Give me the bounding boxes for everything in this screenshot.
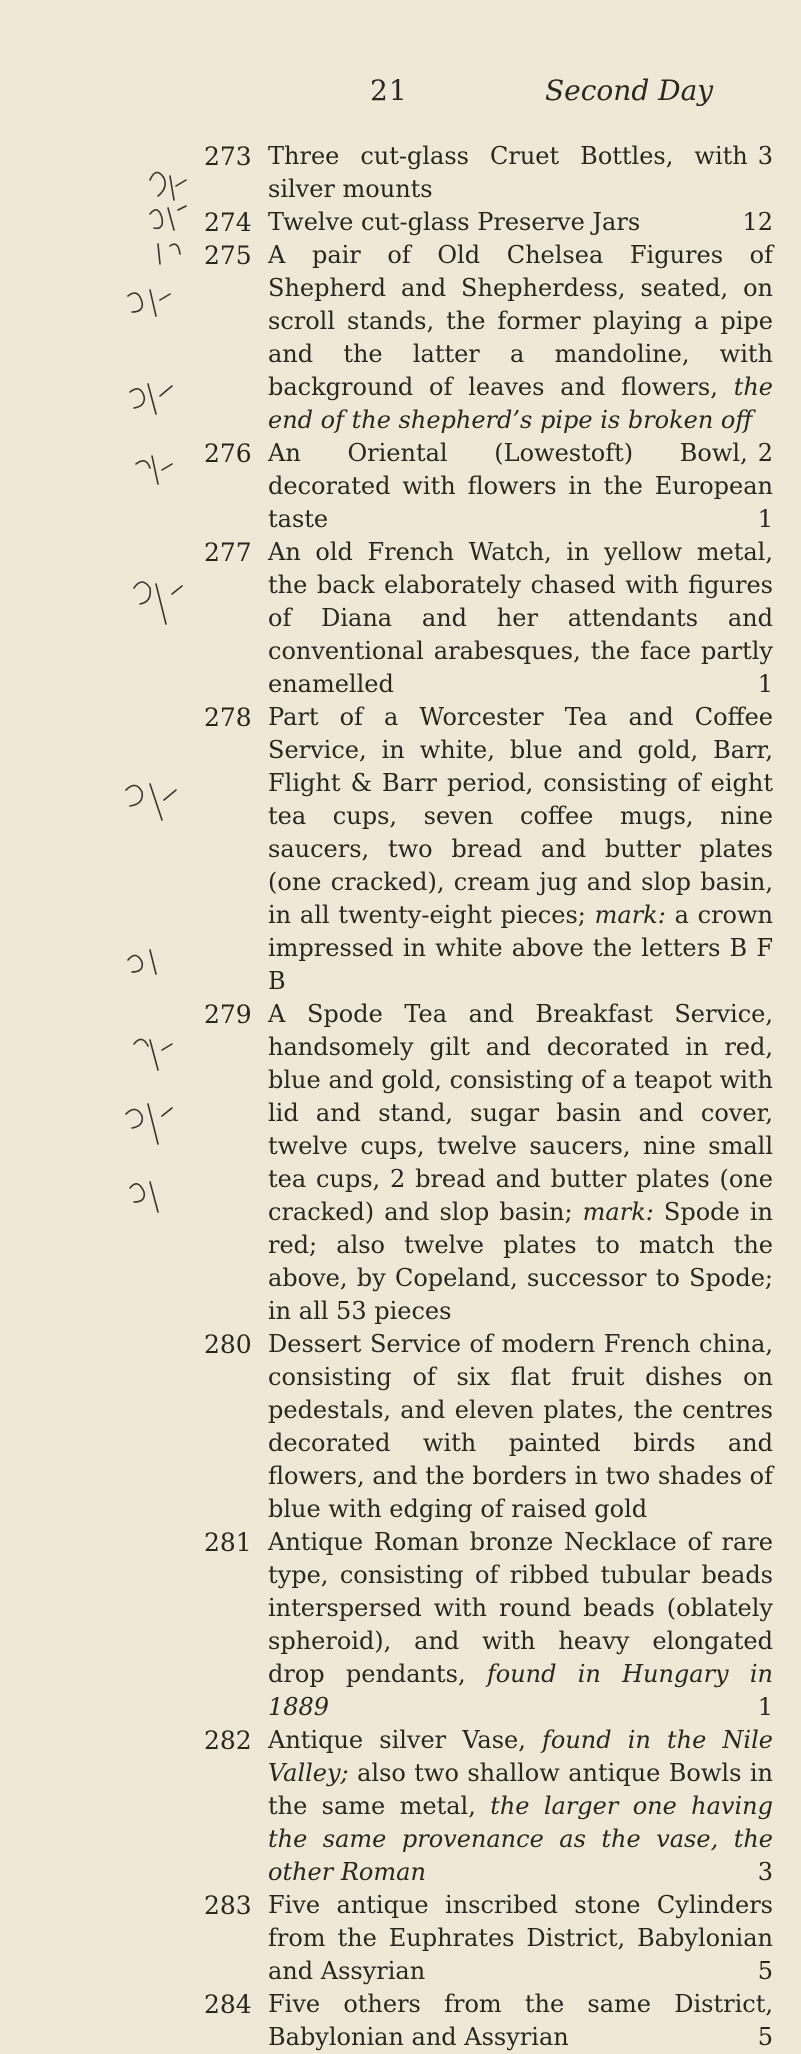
page-header xyxy=(0,74,801,114)
lot-description xyxy=(268,206,773,239)
lot-quantity: 3 xyxy=(757,142,773,170)
lot-description xyxy=(268,437,773,536)
lot-item xyxy=(0,1328,801,1526)
lot-description xyxy=(268,1328,773,1526)
lot-text-after: Spode in red; also twelve plates to match the above, by Copeland, successor to Spode; in all 53 pieces xyxy=(268,1198,773,1325)
lot-number: 281 xyxy=(204,1528,252,1557)
lot-item xyxy=(0,140,801,206)
lot-mark-label: mark: xyxy=(582,1198,654,1226)
lot-item xyxy=(0,1988,801,2054)
lot-description xyxy=(268,1526,773,1724)
lot-list xyxy=(0,140,801,2054)
lot-text: An old French Watch, in yellow metal, the back elaborately chased with figures of Diana and her attendants and conventional arabesques, the face partly enamelled xyxy=(268,538,773,698)
lot-text-after: a crown impressed in white above the letters B F B xyxy=(268,901,773,995)
lot-quantity: 1 xyxy=(757,1693,773,1721)
lot-quantity: 1 xyxy=(757,670,773,698)
lot-quantity: 2 xyxy=(757,439,773,467)
lot-number: 277 xyxy=(204,538,252,567)
lot-note: found in the Nile Valley; xyxy=(268,1726,773,1787)
lot-description xyxy=(268,536,773,701)
lot-description xyxy=(268,239,773,467)
lot-item xyxy=(0,437,801,536)
lot-item xyxy=(0,1889,801,1988)
lot-description xyxy=(268,701,773,998)
lot-description xyxy=(268,1988,773,2054)
lot-note: found in Hungary in 1889 xyxy=(268,1660,773,1721)
lot-number: 278 xyxy=(204,703,252,732)
lot-item xyxy=(0,536,801,701)
lot-text: A Spode Tea and Breakfast Service, handsomely gilt and decorated in red, blue and gold, consisting of a teapot with lid and stand, sugar basin and cover, twelve cups, twelve saucers, nine small tea cups, 2 bread and butter plates (one cracked) and slop basin; xyxy=(268,1000,773,1226)
lot-note: the end of the shepherd’s pipe is broken off xyxy=(268,373,773,434)
lot-item xyxy=(0,998,801,1328)
page-number: 21 xyxy=(370,74,408,107)
lot-text: An Oriental (Lowestoft) Bowl, decorated with flowers in the European taste xyxy=(268,439,773,533)
lot-note-2: the larger one having the same provenance as the vase, the other Roman xyxy=(268,1792,773,1886)
lot-text: Twelve cut-glass Preserve Jars xyxy=(268,208,641,236)
lot-text: Antique silver Vase, xyxy=(268,1726,526,1754)
lot-number: 282 xyxy=(204,1726,252,1755)
lot-description xyxy=(268,998,773,1328)
lot-quantity: 5 xyxy=(757,2023,773,2051)
lot-text: A pair of Old Chelsea Figures of Shepherd and Shepherdess, seated, on scroll stands, the former playing a pipe and the latter a mandoline, with background of leaves and flowers, xyxy=(268,241,773,401)
lot-number: 275 xyxy=(204,241,252,270)
lot-number: 274 xyxy=(204,208,252,237)
lot-quantity: 5 xyxy=(757,1957,773,1985)
lot-description xyxy=(268,1724,773,1889)
lot-quantity: 1 xyxy=(757,505,773,533)
lot-text: Antique Roman bronze Necklace of rare type, consisting of ribbed tubular beads interspersed with round beads (oblately spheroid), and with heavy elongated drop pendants, xyxy=(268,1528,773,1688)
lot-text: Five others from the same District, Babylonian and Assyrian xyxy=(268,1990,773,2051)
lot-number: 284 xyxy=(204,1990,252,2019)
lot-text: Three cut-glass Cruet Bottles, with silver mounts xyxy=(268,142,748,203)
lot-text: Five antique inscribed stone Cylinders from the Euphrates District, Babylonian and Assyrian xyxy=(268,1891,773,1985)
lot-description xyxy=(268,1889,773,1988)
lot-number: 273 xyxy=(204,142,252,171)
lot-text: Part of a Worcester Tea and Coffee Service, in white, blue and gold, Barr, Flight & Barr period, consisting of eight tea cups, seven coffee mugs, nine saucers, two bread and butter plates (one cracked), cream jug and slop basin, in all twenty-eight pieces; xyxy=(268,703,773,929)
lot-item xyxy=(0,1724,801,1889)
lot-number: 283 xyxy=(204,1891,252,1920)
lot-number: 280 xyxy=(204,1330,252,1359)
lot-text: Dessert Service of modern French china, consisting of six flat fruit dishes on pedestals, and eleven plates, the centres decorated with painted birds and flowers, and the borders in two shades of blue with edging of raised gold xyxy=(268,1330,773,1523)
lot-text-after: also two shallow antique Bowls in the same metal, xyxy=(268,1759,773,1820)
lot-description xyxy=(268,140,773,206)
lot-item xyxy=(0,1526,801,1724)
lot-mark-label: mark: xyxy=(594,901,666,929)
day-title: Second Day xyxy=(545,74,714,107)
lot-number: 276 xyxy=(204,439,252,468)
lot-number: 279 xyxy=(204,1000,252,1029)
lot-quantity: 12 xyxy=(742,208,773,236)
lot-item xyxy=(0,701,801,998)
lot-quantity: 3 xyxy=(757,1858,773,1886)
lot-item xyxy=(0,206,801,239)
